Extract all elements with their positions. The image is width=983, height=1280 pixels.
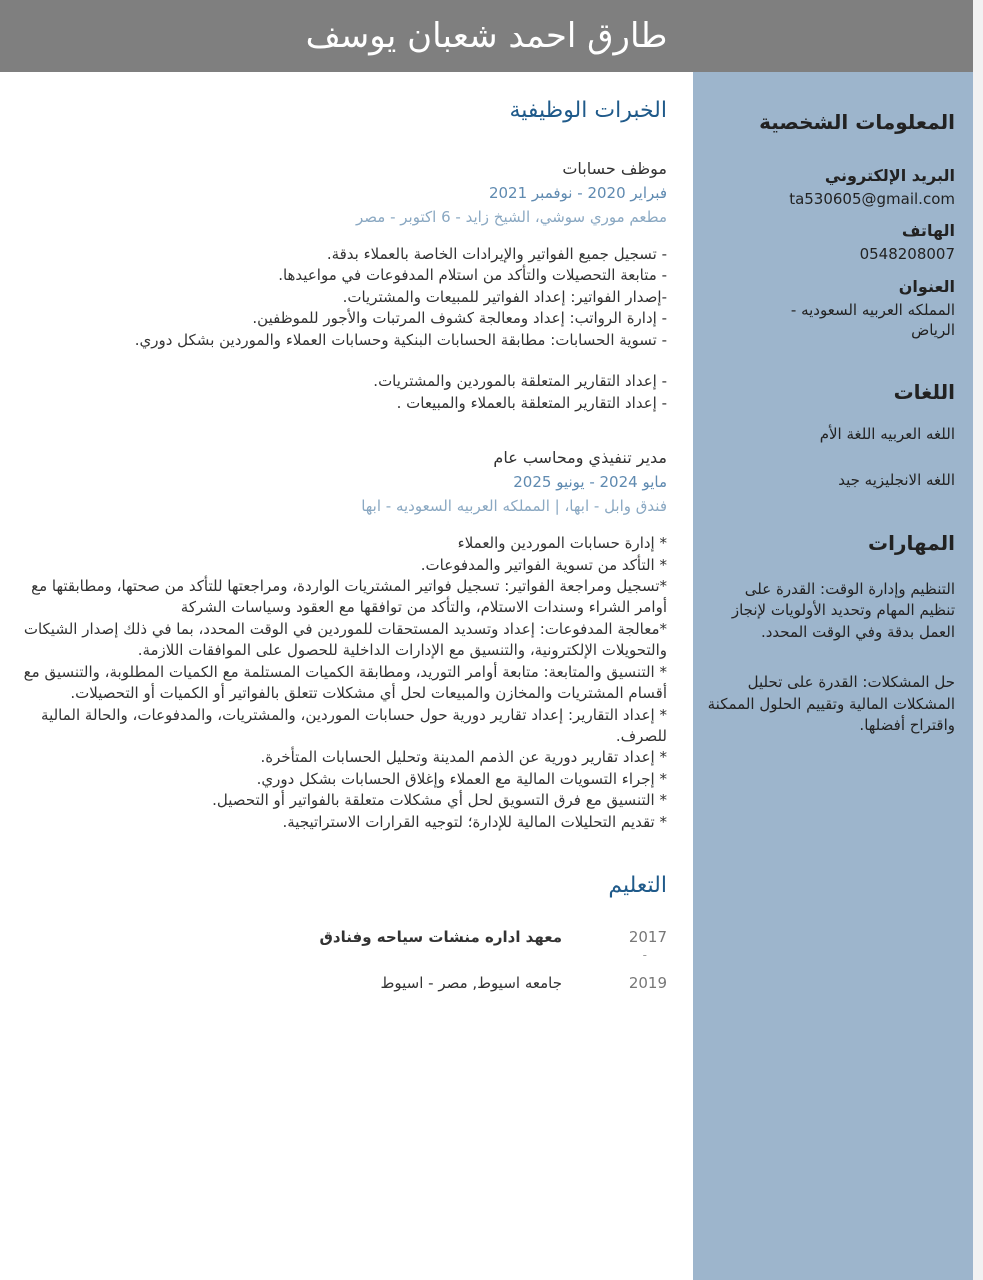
personal-info-title: المعلومات الشخصية: [759, 110, 955, 134]
name-header: [0, 0, 973, 72]
list-item: * إعداد التقارير: إعداد تقارير دورية حول حسابات الموردين، والمشتريات، والمدفوعات، والحالة المالية للصرف.: [41, 705, 667, 745]
experience-title: الخبرات الوظيفية: [509, 98, 667, 123]
list-item: *معالجة المدفوعات: إعداد وتسديد المستحقات للموردين في الوقت المحدد، بما في ذلك إصدار الشيكات والتحويلات الإلكترونية، والتنسيق مع الإدارات الداخلية للحصول على الموافقات اللازمة.: [23, 619, 667, 660]
skills-title: المهارات: [868, 530, 955, 555]
personal-info-sidebar: [693, 72, 973, 1280]
education-school: جامعه اسيوط, مصر - اسيوط: [380, 974, 562, 993]
list-item: -إصدار الفواتير: إعداد الفواتير للمبيعات والمشتريات.: [342, 287, 667, 306]
education-entry: [18, 928, 667, 968]
list-item: - إدارة الرواتب: إعداد ومعالجة كشوف المرتبات والأجور للموظفين.: [252, 309, 667, 328]
list-item: - إعداد التقارير المتعلقة بالموردين والمشتريات.: [373, 372, 667, 391]
skill-item: حل المشكلات: القدرة على تحليل المشكلات المالية وتقييم الحلول الممكنة واقتراح أفضلها.: [707, 672, 955, 735]
language-item: اللغه العربيه اللغة الأم: [819, 425, 955, 443]
phone-value: 0548208007: [859, 245, 955, 264]
education-year: 2017: [628, 928, 667, 947]
job-dates: فبراير 2020 - نوفمبر 2021: [488, 184, 667, 202]
candidate-name: طارق احمد شعبان يوسف: [305, 16, 668, 56]
main-content: [0, 72, 693, 1280]
languages-title: اللغات: [893, 380, 955, 404]
skill-item: التنظيم وإدارة الوقت: القدرة على تنظيم المهام وتحديد الأولويات لإنجاز العمل بدقة وفي الوقت المحدد.: [731, 579, 955, 641]
job-entry: [18, 448, 667, 833]
phone-label: الهاتف: [901, 221, 955, 241]
list-item: - تسجيل جميع الفواتير والإيرادات الخاصة بالعملاء بدقة.: [326, 245, 667, 263]
education-year: 2019: [628, 974, 667, 993]
job-dates: مايو 2024 - يونيو 2025: [513, 473, 667, 492]
education-dash: -: [642, 948, 647, 963]
email-value: ta530605@gmail.com: [789, 190, 955, 208]
job-title: موظف حسابات: [562, 159, 667, 178]
address-value: المملكه العربيه السعوديه - الرياض: [790, 300, 955, 339]
job-entry: [18, 159, 667, 414]
list-item: * التنسيق مع فرق التسويق لحل أي مشكلات متعلقة بالفواتير أو التحصيل.: [212, 791, 667, 810]
email-label: البريد الإلكتروني: [824, 166, 955, 185]
job-reports-list: [18, 371, 667, 414]
education-title: التعليم: [608, 873, 667, 899]
list-item: - إعداد التقارير المتعلقة بالعملاء والمبيعات .: [396, 393, 667, 412]
list-item: * إعداد تقارير دورية عن الذمم المدينة وتحليل الحسابات المتأخرة.: [260, 748, 667, 767]
education-entry: [18, 974, 667, 1014]
job-duties-list: [18, 533, 667, 833]
address-label: العنوان: [898, 276, 955, 296]
list-item: - تسوية الحسابات: مطابقة الحسابات البنكية وحسابات العملاء والموردين بشكل دوري.: [134, 330, 667, 349]
list-item: * التأكد من تسوية الفواتير والمدفوعات.: [420, 555, 667, 574]
job-title: مدير تنفيذي ومحاسب عام: [493, 448, 667, 468]
list-item: * التنسيق والمتابعة: متابعة أوامر التوريد، ومطابقة الكميات المستلمة مع الكميات المطلوبة، والتنسيق مع أقسام المشتريات والمخازن والمبيعات لحل أي مشكلات تتعلق بالفواتير أو الكميات أو التحصيلات.: [23, 662, 667, 703]
language-item: اللغه الانجليزيه جيد: [838, 471, 955, 490]
job-place: مطعم موري سوشي، الشيخ زايد - 6 اكتوبر - مصر: [356, 208, 667, 226]
list-item: - متابعة التحصيلات والتأكد من استلام المدفوعات في مواعيدها.: [278, 266, 667, 285]
job-place: فندق وابل - ابها، | المملكه العربيه السعوديه - ابها: [361, 497, 667, 516]
job-duties-list: [18, 244, 667, 351]
list-item: *تسجيل ومراجعة الفواتير: تسجيل فواتير المشتريات الواردة، ومراجعتها للتأكد من صحتها، ومطابقتها مع أوامر الشراء وسندات الاستلام، والتأكد من توافقها مع العقود وسياسات الشركة: [31, 576, 667, 617]
list-item: * إجراء التسويات المالية مع العملاء وإغلاق الحسابات بشكل دوري.: [256, 769, 667, 788]
page-edge: [973, 0, 983, 1280]
list-item: * إدارة حسابات الموردين والعملاء: [457, 534, 667, 553]
list-item: * تقديم التحليلات المالية للإدارة؛ لتوجيه القرارات الاستراتيجية.: [282, 812, 667, 831]
education-school: معهد اداره منشات سياحه وفنادق: [319, 928, 562, 947]
